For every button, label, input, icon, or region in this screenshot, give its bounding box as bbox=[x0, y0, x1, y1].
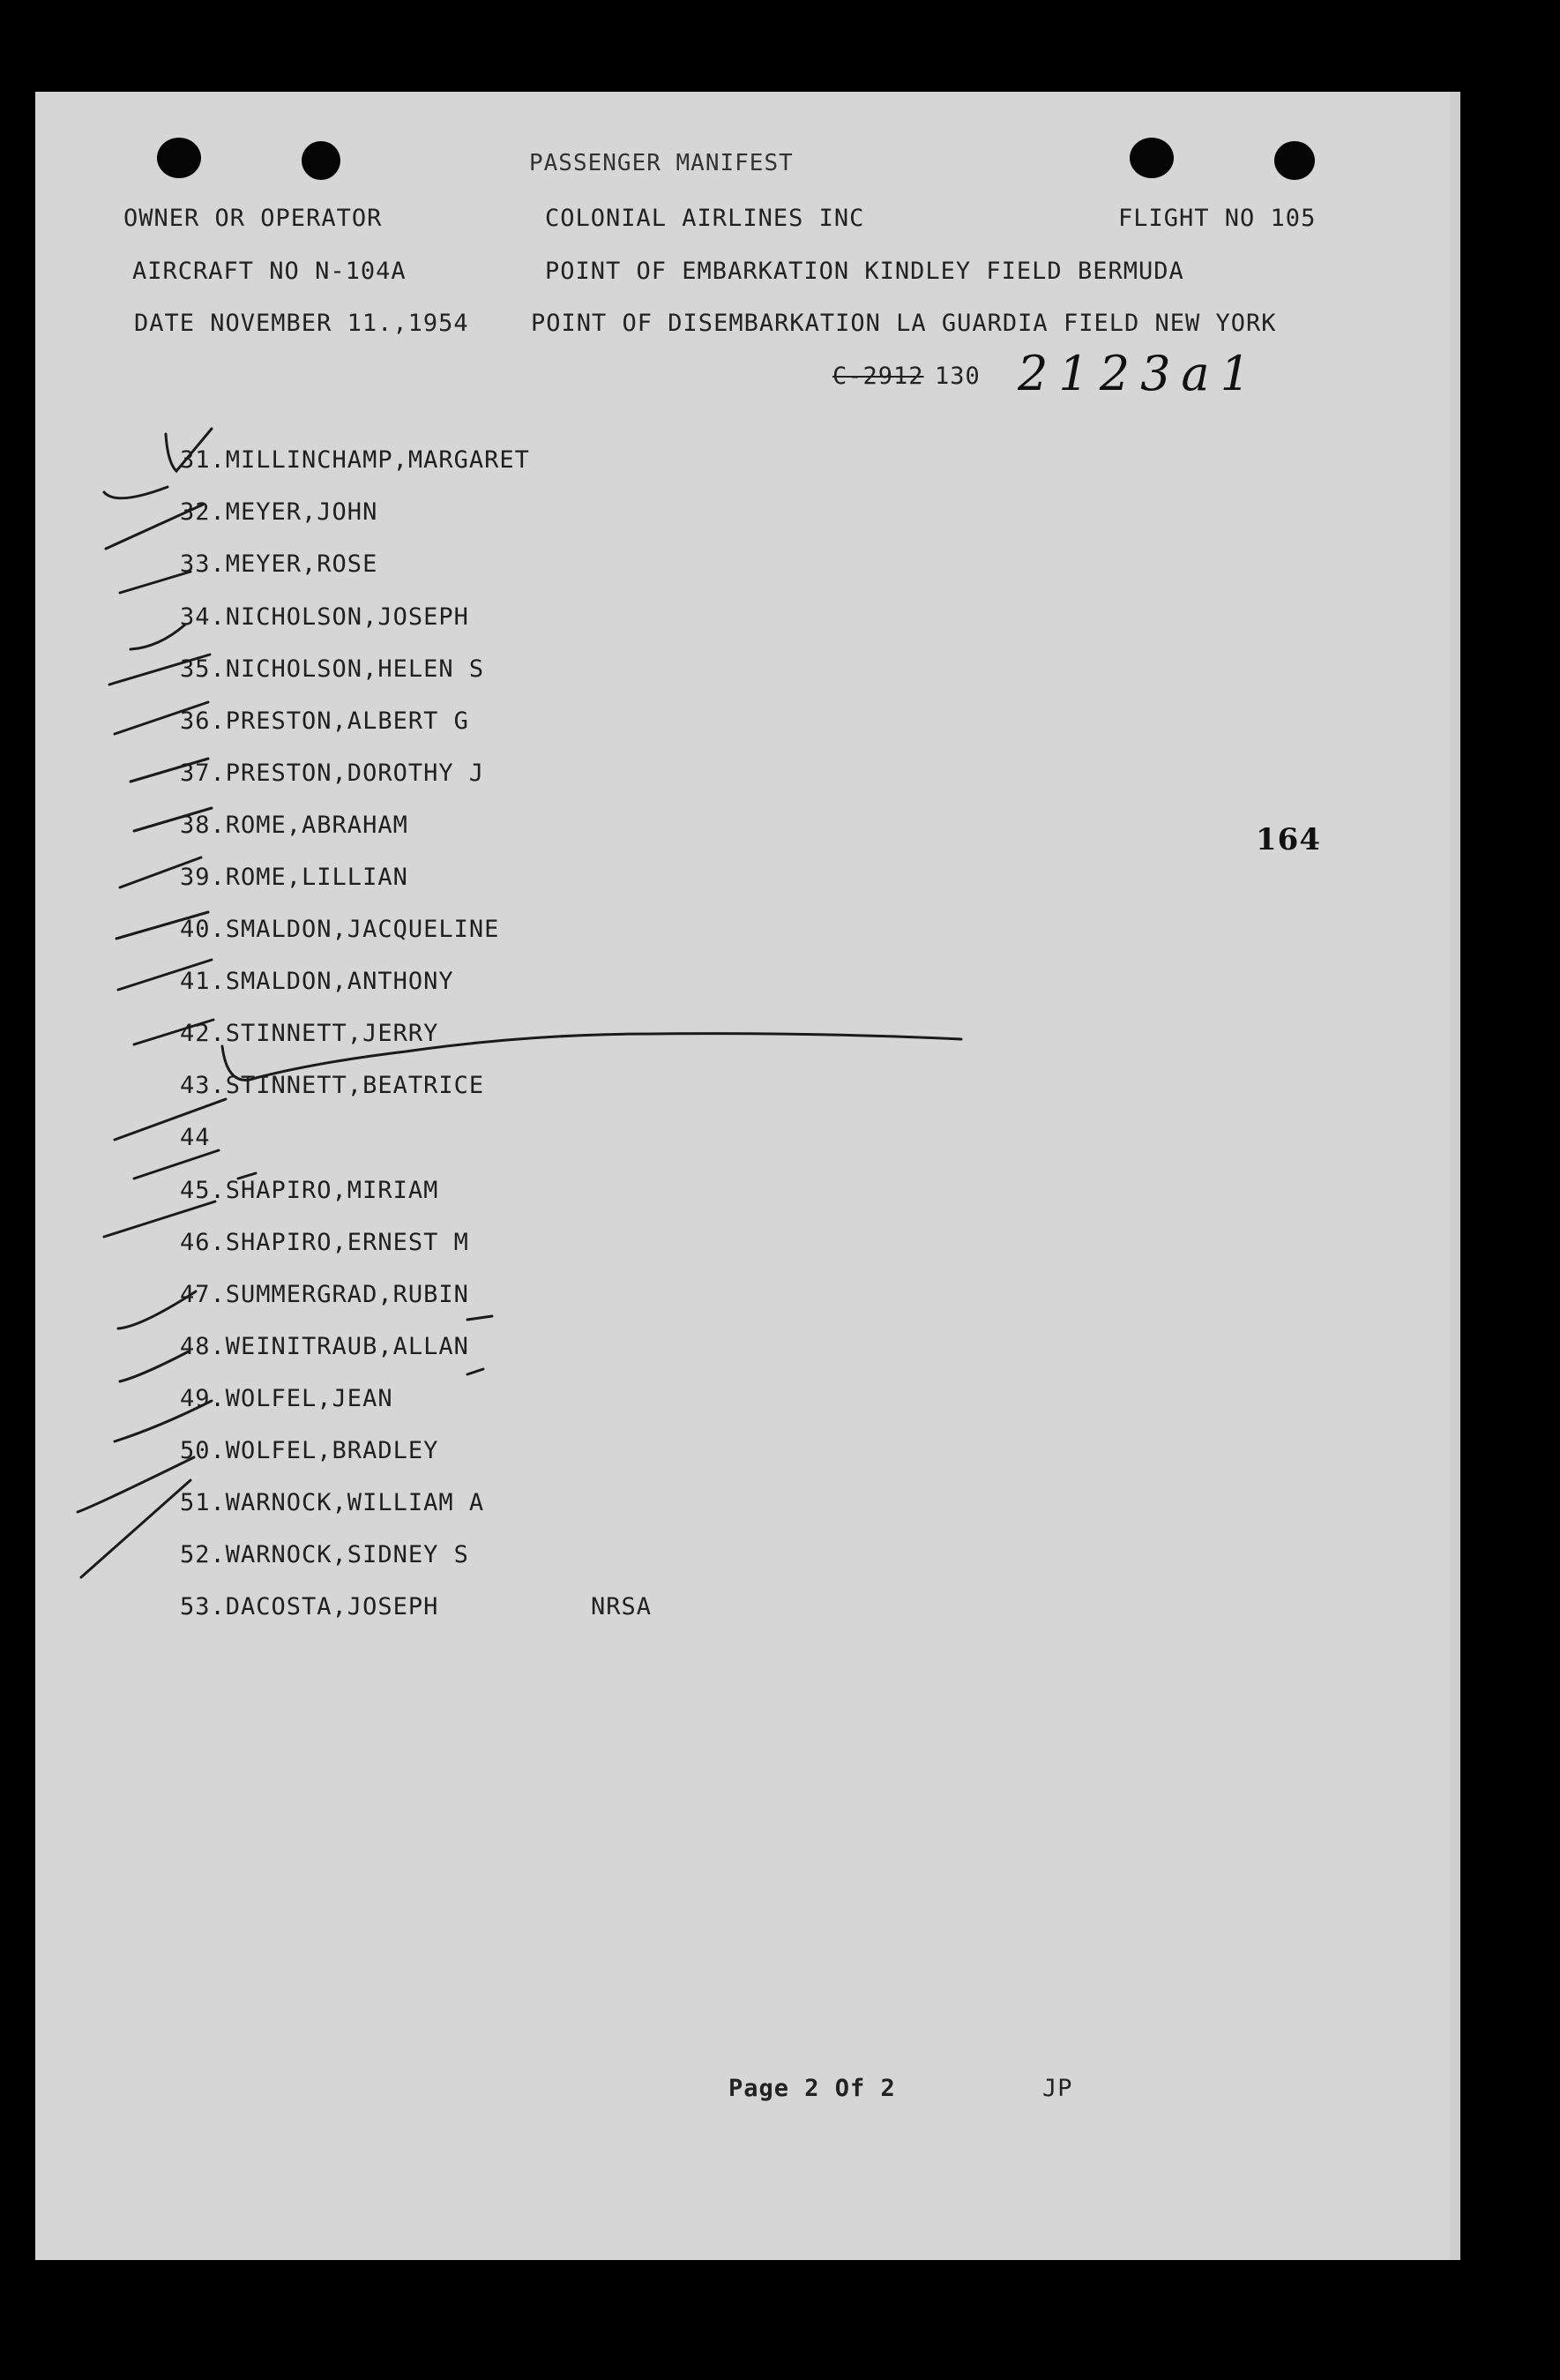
list-item: 42.STINNETT,JERRY bbox=[180, 1020, 439, 1047]
aircraft-number: AIRCRAFT NO N-104A bbox=[132, 258, 407, 285]
struck-reference: C-2912 bbox=[832, 363, 924, 390]
check-mark bbox=[131, 625, 185, 649]
owner-value: COLONIAL AIRLINES INC bbox=[545, 205, 865, 232]
handwritten-reference: 2123a1 bbox=[1018, 346, 1261, 401]
handwritten-check-marks bbox=[35, 92, 1450, 2260]
list-item: 41.SMALDON,ANTHONY bbox=[180, 968, 454, 995]
nrsa-note: NRSA bbox=[591, 1593, 653, 1620]
punch-hole bbox=[302, 141, 340, 180]
document-title: PASSENGER MANIFEST bbox=[529, 150, 794, 176]
check-mark bbox=[120, 1351, 189, 1381]
list-item: 45.SHAPIRO,MIRIAM bbox=[180, 1177, 439, 1204]
list-item: 40.SMALDON,JACQUELINE bbox=[180, 916, 500, 943]
page-number: Page 2 Of 2 bbox=[728, 2075, 896, 2102]
list-item: 39.ROME,LILLIAN bbox=[180, 864, 408, 891]
list-item: 53.DACOSTA,JOSEPH bbox=[180, 1593, 439, 1620]
owner-label: OWNER OR OPERATOR bbox=[123, 205, 383, 232]
list-item: 37.PRESTON,DOROTHY J bbox=[180, 760, 485, 787]
list-item: 50.WOLFEL,BRADLEY bbox=[180, 1437, 439, 1464]
check-mark bbox=[81, 1480, 190, 1577]
punch-hole bbox=[157, 138, 201, 178]
embarkation-point: POINT OF EMBARKATION KINDLEY FIELD BERMUDA bbox=[545, 258, 1184, 285]
check-mark bbox=[78, 1457, 194, 1512]
punch-hole bbox=[1274, 141, 1315, 180]
reference-suffix: 130 bbox=[935, 363, 981, 390]
list-item: 31.MILLINCHAMP,MARGARET bbox=[180, 446, 530, 474]
list-item: 36.PRESTON,ALBERT G bbox=[180, 707, 469, 735]
manifest-sheet bbox=[35, 92, 1460, 2260]
list-item: 33.MEYER,ROSE bbox=[180, 550, 378, 578]
list-item: 46.SHAPIRO,ERNEST M bbox=[180, 1229, 469, 1256]
check-mark bbox=[134, 1150, 256, 1179]
list-item: 44 bbox=[180, 1124, 211, 1151]
check-mark bbox=[467, 1316, 492, 1320]
list-item: 38.ROME,ABRAHAM bbox=[180, 812, 408, 839]
list-item: 34.NICHOLSON,JOSEPH bbox=[180, 603, 469, 631]
check-mark bbox=[467, 1369, 483, 1374]
punch-hole bbox=[1130, 138, 1174, 178]
list-item: 47.SUMMERGRAD,RUBIN bbox=[180, 1281, 469, 1308]
list-item: 52.WARNOCK,SIDNEY S bbox=[180, 1541, 469, 1568]
check-mark bbox=[104, 487, 168, 498]
disembarkation-point: POINT OF DISEMBARKATION LA GUARDIA FIELD NEW YORK bbox=[531, 310, 1277, 337]
list-item: 32.MEYER,JOHN bbox=[180, 498, 378, 526]
list-item: 35.NICHOLSON,HELEN S bbox=[180, 655, 485, 683]
list-item: 51.WARNOCK,WILLIAM A bbox=[180, 1489, 485, 1516]
list-item: 48.WEINITRAUB,ALLAN bbox=[180, 1333, 469, 1360]
list-item: 43.STINNETT,BEATRICE bbox=[180, 1072, 485, 1099]
list-item: 49.WOLFEL,JEAN bbox=[180, 1385, 393, 1412]
flight-number: FLIGHT NO 105 bbox=[1118, 205, 1317, 232]
clerk-initials: JP bbox=[1042, 2075, 1073, 2102]
manifest-date: DATE NOVEMBER 11.,1954 bbox=[134, 310, 469, 337]
stamp-number: 164 bbox=[1256, 822, 1321, 857]
